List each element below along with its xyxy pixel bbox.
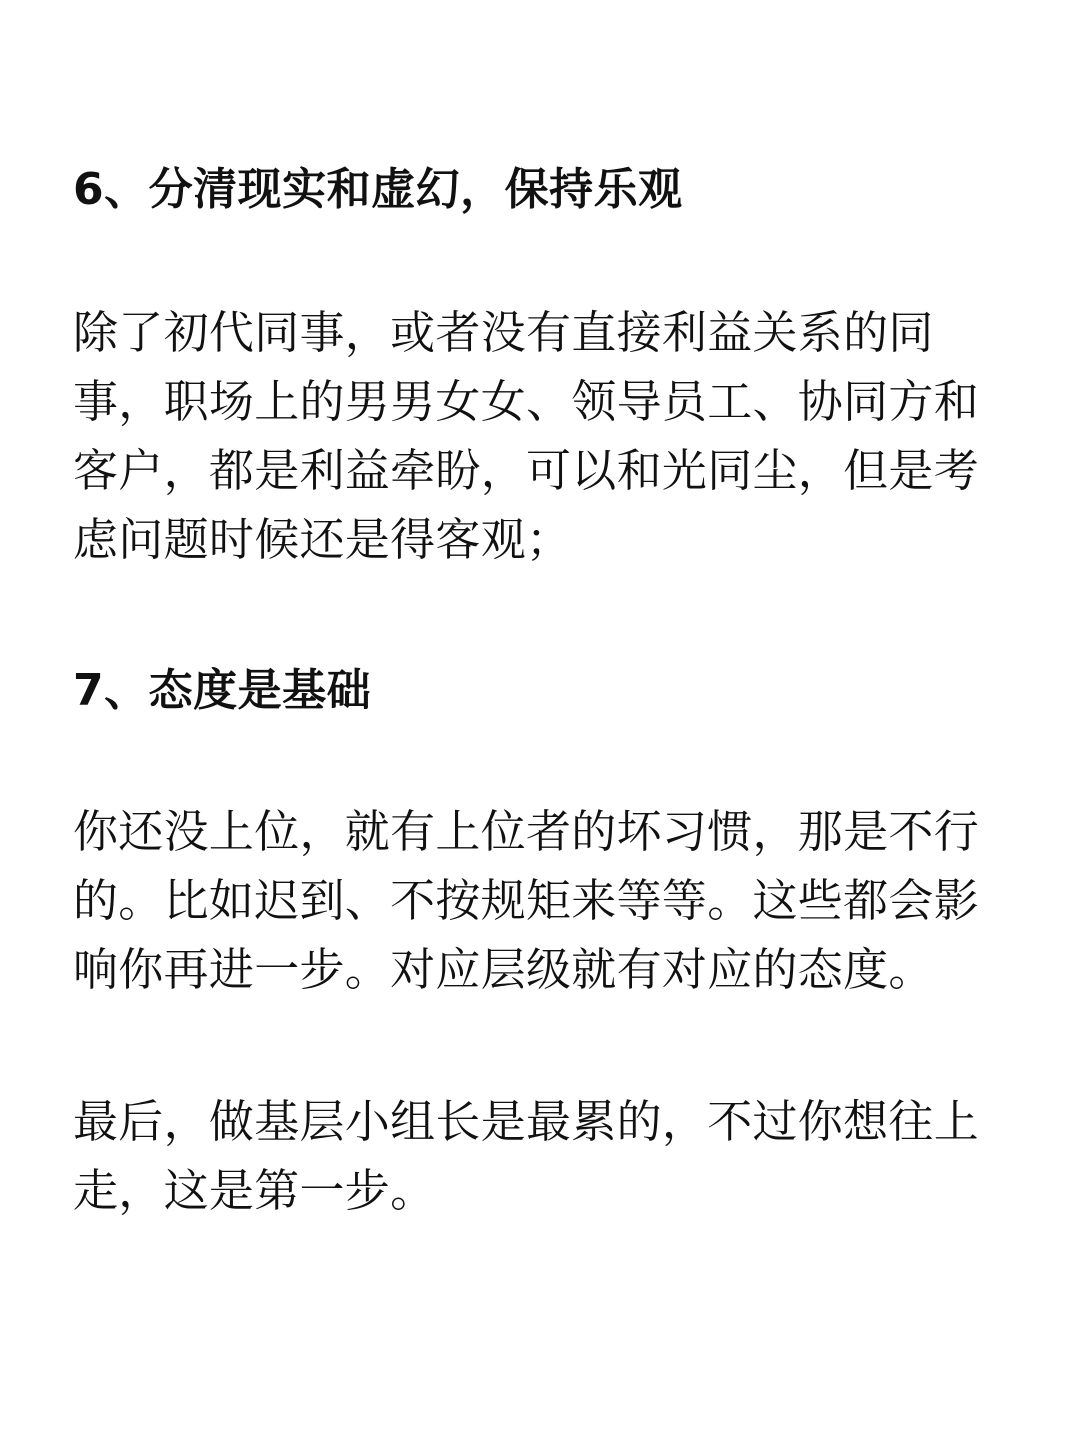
section-heading-7: 7、态度是基础 — [73, 665, 372, 716]
section-paragraph-6 — [73, 298, 1008, 574]
paragraph-line: 走，这是第一步。 — [73, 1164, 436, 1217]
paragraph-line: 你还没上位，就有上位者的坏习惯，那是不行 — [73, 805, 980, 858]
paragraph-line: 除了初代同事，或者没有直接利益关系的同 — [73, 306, 934, 359]
paragraph-line: 事，职场上的男男女女、领导员工、协同方和 — [73, 375, 980, 428]
paragraph-line: 响你再进一步。对应层级就有对应的态度。 — [73, 943, 934, 996]
closing-paragraph — [73, 1087, 1008, 1225]
paragraph-line: 最后，做基层小组长是最累的，不过你想往上 — [73, 1095, 980, 1148]
section-heading-6: 6、分清现实和虚幻，保持乐观 — [73, 164, 683, 215]
paragraph-line: 的。比如迟到、不按规矩来等等。这些都会影 — [73, 874, 980, 927]
paragraph-line: 虑问题时候还是得客观； — [73, 513, 572, 566]
section-paragraph-7 — [73, 797, 1008, 1004]
paragraph-line: 客户，都是利益牵盼，可以和光同尘，但是考 — [73, 444, 980, 497]
